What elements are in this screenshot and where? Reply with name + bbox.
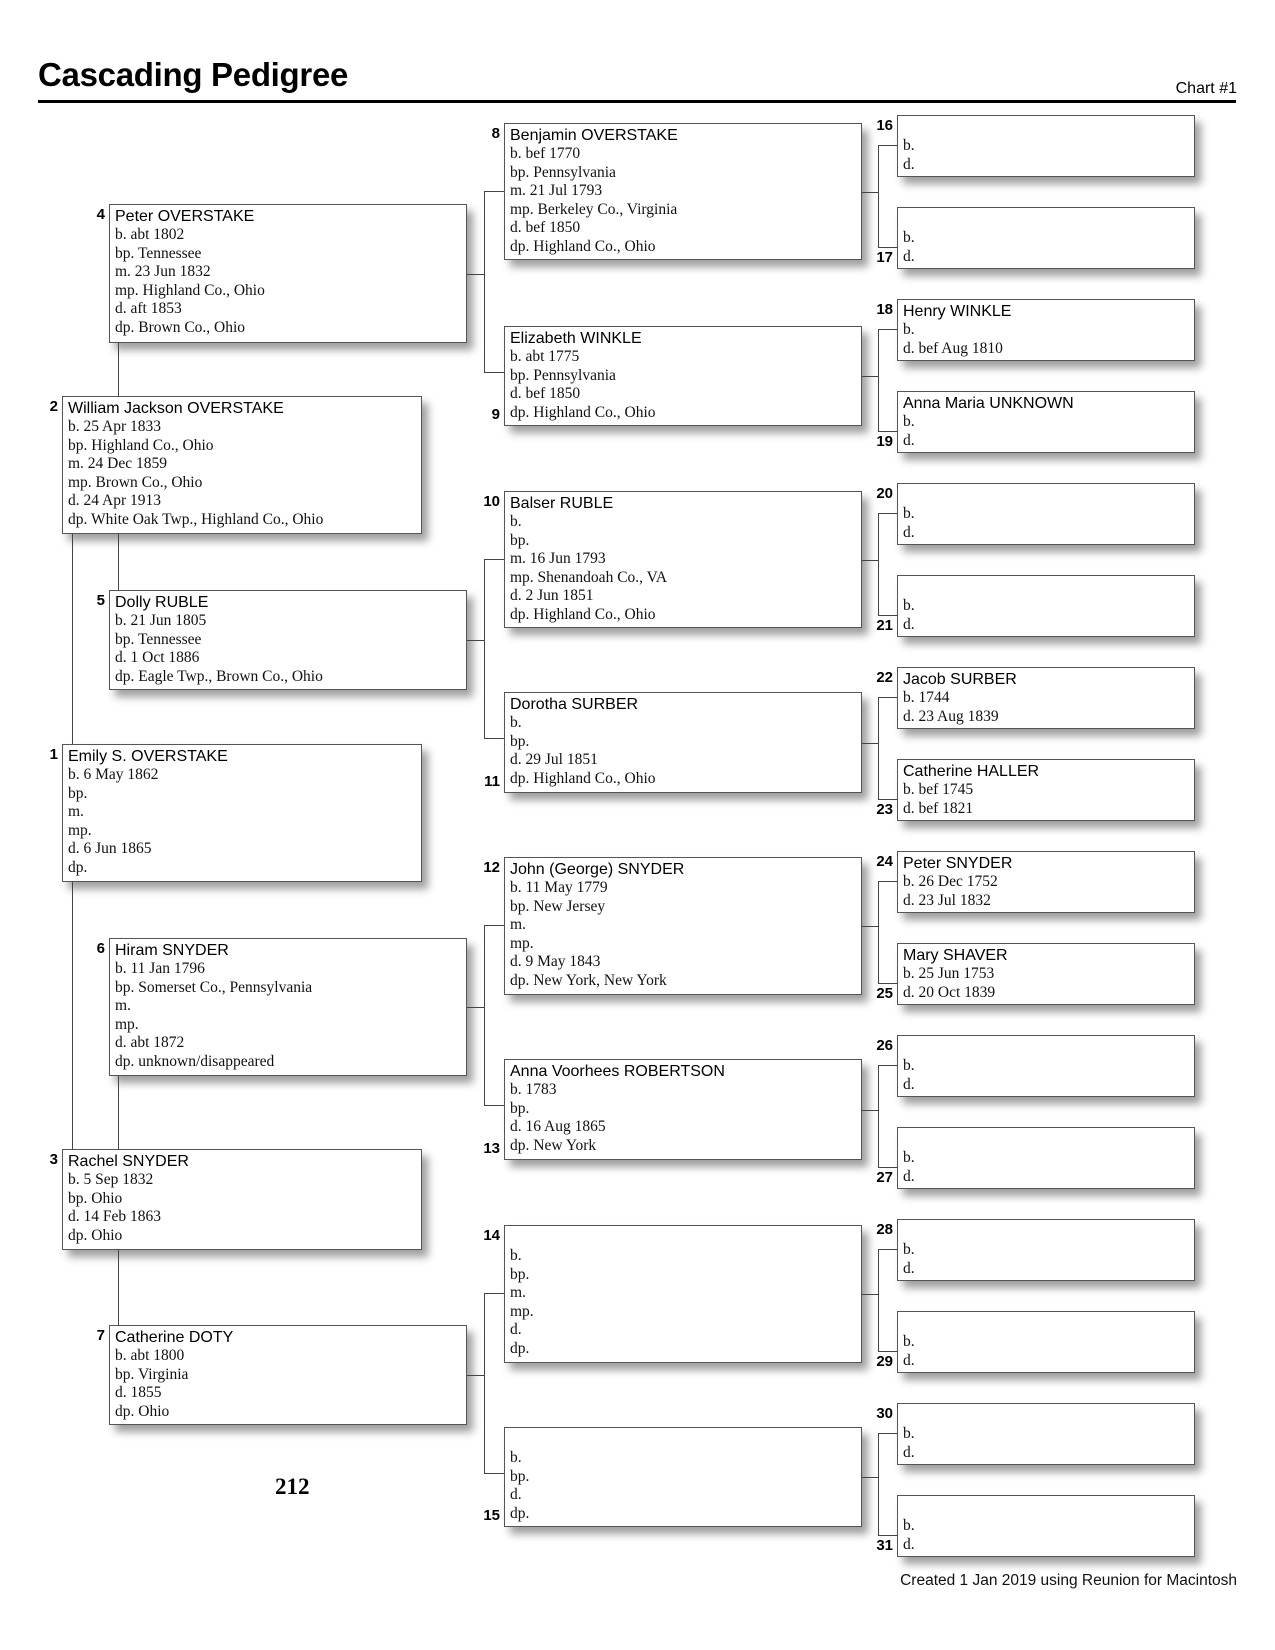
person-fact: mp. Berkeley Co., Virginia xyxy=(510,200,678,218)
ahnentafel-number: 6 xyxy=(96,940,105,957)
person-name xyxy=(903,1314,1194,1333)
person-fact: d. 2 Jun 1851 xyxy=(510,587,594,605)
chart-number: Chart #1 xyxy=(1175,80,1237,97)
person-fact: b. xyxy=(903,229,915,246)
connector-line xyxy=(118,1250,119,1325)
person-name: Benjamin OVERSTAKE xyxy=(510,127,678,144)
connector-line xyxy=(484,372,504,373)
connector-line xyxy=(878,431,897,432)
person-fact: d. xyxy=(510,1321,522,1339)
person-box[interactable] xyxy=(897,851,1195,913)
person-fact: b. 6 May 1862 xyxy=(68,766,159,783)
person-box[interactable] xyxy=(504,692,862,793)
person-name xyxy=(903,1130,1194,1149)
ahnentafel-number: 15 xyxy=(483,1507,500,1524)
person-box[interactable] xyxy=(897,391,1195,453)
person-fact: b. 1783 xyxy=(510,1081,557,1098)
person-fact: d. 16 Aug 1865 xyxy=(510,1118,606,1136)
person-fact: b. xyxy=(903,413,915,430)
ahnentafel-number: 5 xyxy=(96,592,105,609)
person-fact: b. 21 Jun 1805 xyxy=(115,612,207,629)
person-fact: b. 25 Jun 1753 xyxy=(903,965,995,982)
connector-line xyxy=(467,1007,484,1008)
connector-line xyxy=(878,329,879,431)
person-fact: m. xyxy=(510,1284,526,1302)
person-box[interactable] xyxy=(897,1219,1195,1281)
person-box[interactable] xyxy=(897,1311,1195,1373)
connector-line xyxy=(878,1167,897,1168)
person-fact: dp. Highland Co., Ohio xyxy=(510,237,656,255)
person-box[interactable] xyxy=(504,1427,862,1527)
person-fact: d. xyxy=(903,1259,915,1277)
person-box[interactable] xyxy=(62,744,422,882)
person-fact: dp. xyxy=(68,858,88,876)
person-name: Peter OVERSTAKE xyxy=(115,208,255,225)
person-fact: bp. Tennessee xyxy=(115,630,202,648)
person-fact: b. xyxy=(510,1449,522,1466)
person-fact: mp. xyxy=(510,934,534,952)
title-rule xyxy=(38,100,1236,103)
person-box[interactable] xyxy=(62,1149,422,1250)
person-fact: m. xyxy=(115,997,131,1015)
person-name xyxy=(903,578,1194,597)
person-fact: b. 11 May 1779 xyxy=(510,879,608,896)
person-box[interactable] xyxy=(504,326,862,426)
person-fact: bp. Pennsylvania xyxy=(510,366,616,384)
person-fact: bp. Pennsylvania xyxy=(510,163,616,181)
connector-line xyxy=(878,983,897,984)
connector-line xyxy=(72,534,73,744)
person-fact: bp. New Jersey xyxy=(510,897,606,915)
person-fact: d. bef 1850 xyxy=(510,219,581,237)
ahnentafel-number: 4 xyxy=(96,206,105,223)
connector-line xyxy=(862,1294,878,1295)
connector-line xyxy=(878,697,897,698)
person-fact: d. bef 1821 xyxy=(903,799,974,817)
person-fact: d. 6 Jun 1865 xyxy=(68,840,152,858)
person-fact: b. abt 1802 xyxy=(115,226,185,243)
connector-line xyxy=(467,1375,484,1376)
person-name xyxy=(510,1430,861,1449)
person-fact: d. bef Aug 1810 xyxy=(903,339,1003,357)
person-fact: d. 24 Apr 1913 xyxy=(68,492,161,510)
person-fact: b. xyxy=(903,1425,915,1442)
connector-line xyxy=(862,192,878,193)
person-name: Henry WINKLE xyxy=(903,303,1012,320)
person-name xyxy=(903,1038,1194,1057)
person-fact: b. 26 Dec 1752 xyxy=(903,873,998,890)
person-name: Rachel SNYDER xyxy=(68,1153,189,1170)
person-fact: dp. Brown Co., Ohio xyxy=(115,318,246,336)
footer-credit: Created 1 Jan 2019 using Reunion for Macintosh xyxy=(900,1572,1237,1589)
connector-line xyxy=(878,1249,897,1250)
person-box[interactable] xyxy=(897,667,1195,729)
connector-line xyxy=(878,145,897,146)
person-fact: b. 5 Sep 1832 xyxy=(68,1171,154,1188)
person-fact: d. xyxy=(903,1075,915,1093)
person-box[interactable] xyxy=(897,115,1195,177)
ahnentafel-number: 13 xyxy=(483,1140,500,1157)
connector-line xyxy=(862,1110,878,1111)
person-fact: dp. White Oak Twp., Highland Co., Ohio xyxy=(68,510,324,528)
person-fact: bp. Tennessee xyxy=(115,244,202,262)
page-number: 212 xyxy=(275,1474,310,1499)
connector-line xyxy=(484,559,504,560)
person-fact: d. xyxy=(903,1351,915,1369)
person-fact: d. xyxy=(903,1167,915,1185)
person-name: Hiram SNYDER xyxy=(115,942,229,959)
person-name xyxy=(903,1406,1194,1425)
connector-line xyxy=(118,1076,119,1149)
person-box[interactable] xyxy=(109,590,467,690)
person-fact: mp. Shenandoah Co., VA xyxy=(510,568,668,586)
connector-line xyxy=(878,513,897,514)
person-name: Emily S. OVERSTAKE xyxy=(68,748,228,765)
connector-line xyxy=(878,1433,897,1434)
connector-line xyxy=(467,274,484,275)
person-fact: dp. xyxy=(510,1504,530,1522)
ahnentafel-number: 19 xyxy=(876,433,893,450)
connector-line xyxy=(878,881,879,983)
person-fact: dp. unknown/disappeared xyxy=(115,1052,275,1070)
person-name: Dolly RUBLE xyxy=(115,594,209,611)
person-fact: d. abt 1872 xyxy=(115,1034,185,1052)
person-box[interactable] xyxy=(897,299,1195,361)
person-fact: bp. Somerset Co., Pennsylvania xyxy=(115,978,313,996)
person-name xyxy=(903,118,1194,137)
person-fact: m. 23 Jun 1832 xyxy=(115,263,211,281)
person-fact: m. 16 Jun 1793 xyxy=(510,550,606,568)
person-fact: b. xyxy=(510,714,522,731)
person-box[interactable] xyxy=(897,1495,1195,1557)
connector-line xyxy=(862,376,878,377)
person-fact: m. xyxy=(510,916,526,934)
person-fact: bp. xyxy=(510,1467,530,1485)
connector-line xyxy=(484,1473,504,1474)
connector-line xyxy=(878,329,897,330)
person-fact: d. 1855 xyxy=(115,1384,162,1402)
connector-line xyxy=(484,925,504,926)
person-fact: dp. New York, New York xyxy=(510,971,667,989)
person-box[interactable] xyxy=(109,1325,467,1425)
person-fact: d. xyxy=(903,615,915,633)
ahnentafel-number: 28 xyxy=(876,1221,893,1238)
person-box[interactable] xyxy=(109,938,467,1076)
ahnentafel-number: 25 xyxy=(876,985,893,1002)
connector-line xyxy=(484,925,485,1105)
person-fact: mp. Brown Co., Ohio xyxy=(68,473,203,491)
person-box[interactable] xyxy=(109,204,467,343)
connector-line xyxy=(878,881,897,882)
page-title: Cascading Pedigree xyxy=(38,56,349,93)
ahnentafel-number: 22 xyxy=(876,669,893,686)
connector-line xyxy=(878,697,879,799)
person-fact: d. 29 Jul 1851 xyxy=(510,751,598,769)
ahnentafel-number: 29 xyxy=(876,1353,893,1370)
person-name xyxy=(903,486,1194,505)
person-fact: bp. xyxy=(510,1099,530,1117)
person-fact: b. xyxy=(903,597,915,614)
connector-line xyxy=(862,1477,878,1478)
connector-line xyxy=(878,145,879,247)
ahnentafel-number: 23 xyxy=(876,801,893,818)
person-fact: dp. Ohio xyxy=(115,1402,170,1420)
connector-line xyxy=(878,1433,879,1535)
person-box[interactable] xyxy=(62,396,422,534)
person-box[interactable] xyxy=(897,759,1195,821)
connector-line xyxy=(862,743,878,744)
person-name xyxy=(903,210,1194,229)
ahnentafel-number: 3 xyxy=(49,1151,58,1168)
person-box[interactable] xyxy=(897,483,1195,545)
ahnentafel-number: 2 xyxy=(49,398,58,415)
person-name: Catherine HALLER xyxy=(903,763,1040,780)
person-fact: d. xyxy=(510,1486,522,1504)
ahnentafel-number: 1 xyxy=(49,746,58,763)
person-name xyxy=(903,1498,1194,1517)
person-name: Peter SNYDER xyxy=(903,855,1013,872)
person-fact: dp. Highland Co., Ohio xyxy=(510,769,656,787)
person-name: Mary SHAVER xyxy=(903,947,1008,964)
person-fact: d. xyxy=(903,155,915,173)
person-fact: b. bef 1770 xyxy=(510,145,581,162)
person-fact: dp. Highland Co., Ohio xyxy=(510,403,656,421)
person-fact: bp. xyxy=(510,1265,530,1283)
connector-line xyxy=(467,640,484,641)
person-fact: b. xyxy=(903,1333,915,1350)
person-fact: b. xyxy=(903,1149,915,1166)
connector-line xyxy=(72,882,73,1149)
person-box[interactable] xyxy=(504,1225,862,1363)
ahnentafel-number: 16 xyxy=(876,117,893,134)
person-fact: mp. xyxy=(68,821,92,839)
ahnentafel-number: 7 xyxy=(96,1327,105,1344)
person-fact: b. xyxy=(903,321,915,338)
connector-line xyxy=(484,1293,504,1294)
person-fact: dp. Highland Co., Ohio xyxy=(510,605,656,623)
person-name: Anna Voorhees ROBERTSON xyxy=(510,1063,725,1080)
person-fact: b. xyxy=(903,1517,915,1534)
person-fact: d. 23 Aug 1839 xyxy=(903,707,999,725)
connector-line xyxy=(862,926,878,927)
ahnentafel-number: 31 xyxy=(876,1537,893,1554)
person-box[interactable] xyxy=(504,857,862,995)
ahnentafel-number: 24 xyxy=(876,853,893,870)
connector-line xyxy=(878,247,897,248)
connector-line xyxy=(878,1249,879,1351)
person-fact: d. xyxy=(903,431,915,449)
person-fact: b. abt 1775 xyxy=(510,348,580,365)
ahnentafel-number: 21 xyxy=(876,617,893,634)
connector-line xyxy=(484,191,504,192)
person-fact: b. 25 Apr 1833 xyxy=(68,418,161,435)
connector-line xyxy=(878,1351,897,1352)
person-box[interactable] xyxy=(897,575,1195,637)
person-box[interactable] xyxy=(897,1127,1195,1189)
person-fact: d. bef 1850 xyxy=(510,385,581,403)
person-fact: bp. Ohio xyxy=(68,1189,123,1207)
person-fact: b. xyxy=(903,1241,915,1258)
person-box[interactable] xyxy=(897,943,1195,1005)
person-fact: d. 20 Oct 1839 xyxy=(903,983,996,1001)
person-name: Catherine DOTY xyxy=(115,1329,234,1346)
connector-line xyxy=(118,534,119,590)
connector-line xyxy=(484,1105,504,1106)
ahnentafel-number: 20 xyxy=(876,485,893,502)
person-fact: b. xyxy=(903,505,915,522)
person-box[interactable] xyxy=(897,207,1195,269)
ahnentafel-number: 26 xyxy=(876,1037,893,1054)
person-name: Anna Maria UNKNOWN xyxy=(903,395,1074,412)
person-fact: dp. Eagle Twp., Brown Co., Ohio xyxy=(115,667,323,685)
person-fact: m. 21 Jul 1793 xyxy=(510,182,603,200)
person-fact: bp. xyxy=(68,784,88,802)
connector-line xyxy=(878,799,897,800)
person-fact: mp. xyxy=(115,1015,139,1033)
connector-line xyxy=(878,615,897,616)
person-fact: mp. Highland Co., Ohio xyxy=(115,281,265,299)
person-fact: d. 9 May 1843 xyxy=(510,953,601,971)
person-fact: d. aft 1853 xyxy=(115,300,182,318)
person-fact: dp. New York xyxy=(510,1136,597,1154)
person-name: Jacob SURBER xyxy=(903,671,1017,688)
person-name: William Jackson OVERSTAKE xyxy=(68,400,284,417)
ahnentafel-number: 18 xyxy=(876,301,893,318)
ahnentafel-number: 30 xyxy=(876,1405,893,1422)
person-fact: d. 23 Jul 1832 xyxy=(903,891,991,909)
person-fact: d. xyxy=(903,1535,915,1553)
person-name: Elizabeth WINKLE xyxy=(510,330,642,347)
person-fact: d. 1 Oct 1886 xyxy=(115,649,200,667)
person-fact: b. xyxy=(903,1057,915,1074)
person-fact: b. bef 1745 xyxy=(903,781,974,798)
person-fact: d. xyxy=(903,1443,915,1461)
person-fact: b. xyxy=(510,513,522,530)
person-fact: dp. xyxy=(510,1339,530,1357)
ahnentafel-number: 8 xyxy=(491,125,500,142)
person-box[interactable] xyxy=(504,491,862,628)
person-box[interactable] xyxy=(897,1403,1195,1465)
person-name: Dorotha SURBER xyxy=(510,696,639,713)
ahnentafel-number: 10 xyxy=(483,493,500,510)
person-name: John (George) SNYDER xyxy=(510,861,685,878)
connector-line xyxy=(484,1293,485,1473)
connector-line xyxy=(878,1535,897,1536)
ahnentafel-number: 11 xyxy=(484,773,500,790)
person-name: Balser RUBLE xyxy=(510,495,614,512)
connector-line xyxy=(484,738,504,739)
connector-line xyxy=(118,343,119,396)
connector-line xyxy=(862,560,878,561)
person-fact: d. xyxy=(903,523,915,541)
person-name xyxy=(903,1222,1194,1241)
person-fact: dp. Ohio xyxy=(68,1226,123,1244)
person-fact: bp. xyxy=(510,732,530,750)
person-fact: m. xyxy=(68,803,84,821)
connector-line xyxy=(878,1065,897,1066)
ahnentafel-number: 9 xyxy=(491,406,500,423)
ahnentafel-number: 17 xyxy=(876,249,893,266)
person-fact: d. xyxy=(903,247,915,265)
person-fact: b. 1744 xyxy=(903,689,950,706)
person-fact: b. xyxy=(903,137,915,154)
person-fact: bp. Virginia xyxy=(115,1365,189,1383)
person-fact: d. 14 Feb 1863 xyxy=(68,1208,161,1226)
connector-line xyxy=(878,1065,879,1167)
ahnentafel-number: 12 xyxy=(483,859,500,876)
person-fact: b. xyxy=(510,1247,522,1264)
person-box[interactable] xyxy=(897,1035,1195,1097)
connector-line xyxy=(484,559,485,738)
ahnentafel-number: 14 xyxy=(483,1227,500,1244)
person-fact: m. 24 Dec 1859 xyxy=(68,455,168,473)
person-box[interactable] xyxy=(504,1059,862,1160)
person-name xyxy=(510,1228,861,1247)
connector-line xyxy=(878,513,879,615)
connector-line xyxy=(484,191,485,372)
person-fact: b. abt 1800 xyxy=(115,1347,185,1364)
person-fact: bp. xyxy=(510,531,530,549)
person-fact: mp. xyxy=(510,1302,534,1320)
person-fact: bp. Highland Co., Ohio xyxy=(68,436,214,454)
ahnentafel-number: 27 xyxy=(876,1169,893,1186)
person-box[interactable] xyxy=(504,123,862,260)
person-fact: b. 11 Jan 1796 xyxy=(115,960,205,977)
